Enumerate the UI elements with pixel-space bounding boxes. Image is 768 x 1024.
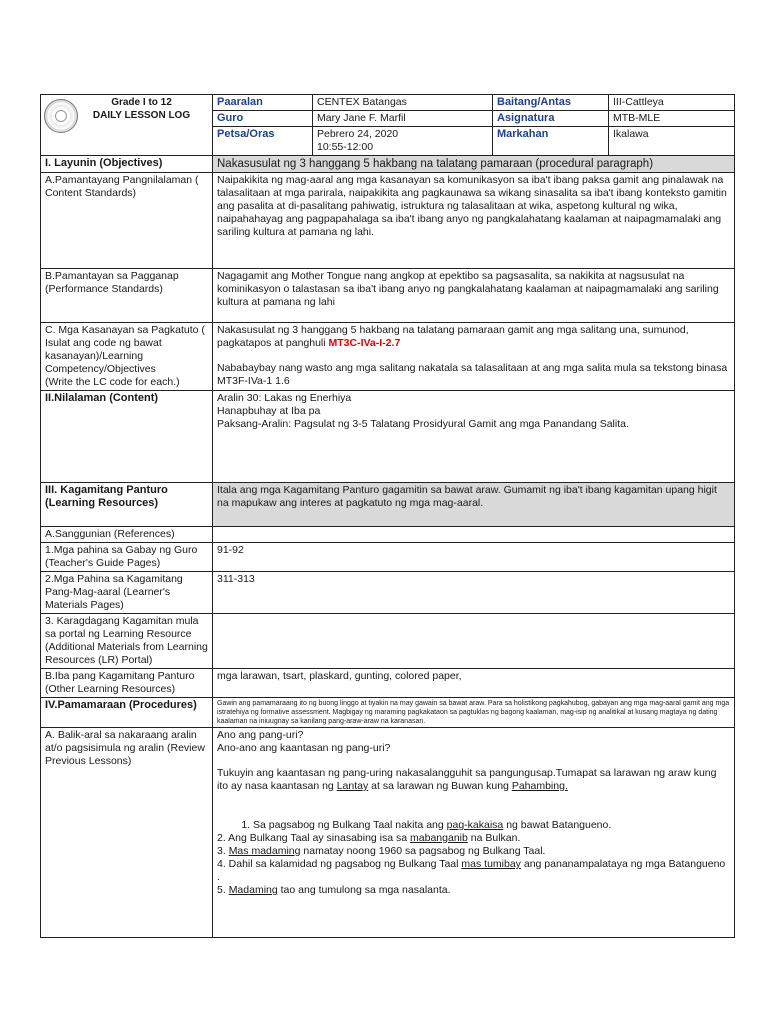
competency-label-line2: (Write the LC code for each.)	[45, 376, 180, 388]
guro-label: Guro	[213, 111, 313, 127]
learner-materials-value: 311-313	[213, 572, 735, 614]
pamamaraan-label: IV.Pamamaraan (Procedures)	[41, 698, 213, 728]
competency-label-line1: C. Mga Kasanayan sa Pagkatuto ( Isulat ang code ng bawat kasanayan)/Learning Competency/Objectives	[45, 324, 205, 375]
balik-aral-value	[213, 728, 735, 938]
paaralan-value: CENTEX Batangas	[313, 95, 493, 111]
nilalaman-label: II.Nilalaman (Content)	[41, 391, 213, 483]
sentence-item-5: 5. Madaming tao ang tumulong sa mga nasalanta.	[217, 884, 451, 896]
sanggunian-value	[213, 527, 735, 543]
content-standards-value: Naipakikita ng mag-aaral ang mga kasanayan sa komunikasyon sa iba't ibang paksa gamit ang pinalawak na talasalitaan at mga parirala, naipakikita ang pagkaunawa sa wikang sinasalita sa iba't ibang konteksto gamitin ang pasalita at di-pasalitang pahiwatig, istruktura ng talasalitaan at wika, aspetong kultural ng wika, naipahahayag ang pagpapahalaga sa iba't ibang anyo ng pangkalahatang kaalaman at naipagmamalaki ang sariling kultura at pamana ng lahi.	[213, 173, 735, 269]
header-title-line2: DAILY LESSON LOG	[92, 110, 191, 121]
daily-lesson-log	[40, 94, 734, 938]
row-competency	[41, 323, 735, 391]
nilalaman-line3: Paksang-Aralin: Pagsulat ng 3-5 Talatang Prosidyural Gamit ang mga Panandang Salita.	[217, 418, 629, 430]
kagamitan-value: Itala ang mga Kagamitang Panturo gagamitin sa bawat araw. Gumamit ng iba't ibang kagamitan upang higit na mapukaw ang interes at pagkatuto ng mga mag-aaral.	[213, 483, 735, 527]
lr-portal-value	[213, 614, 735, 669]
nilalaman-line1: Aralin 30: Lakas ng Enerhiya	[217, 392, 352, 404]
content-standards-label: A.Pamantayang Pangnilalaman ( Content Standards)	[41, 173, 213, 269]
teacher-guide-value: 91-92	[213, 543, 735, 572]
competency-main: Nakasusulat ng 3 hanggang 5 hakbang na talatang pamaraan gamit ang mga salitang una, sumunod, pagkatapos at panghuli	[217, 324, 689, 349]
markahan-value: Ikalawa	[609, 127, 735, 156]
layunin-label: I. Layunin (Objectives)	[41, 156, 213, 173]
teacher-guide-label: 1.Mga pahina sa Gabay ng Guro (Teacher's Guide Pages)	[41, 543, 213, 572]
lr-portal-label: 3. Karagdagang Kagamitan mula sa portal ng Learning Resource (Additional Materials from Learning Resources (LR) Portal)	[41, 614, 213, 669]
competency-value	[213, 323, 735, 391]
sentence-item-2: 2. Ang Bulkang Taal ay sinasabing isa sa mabanganib na Bulkan.	[217, 832, 521, 844]
row-lr-portal	[41, 614, 735, 669]
row-content-standards	[41, 173, 735, 269]
kagamitan-label: III. Kagamitang Panturo (Learning Resources)	[41, 483, 213, 527]
performance-standards-label: B.Pamantayan sa Pagganap (Performance Standards)	[41, 269, 213, 323]
pahambing-term: Pahambing.	[511, 780, 568, 792]
row-sanggunian	[41, 527, 735, 543]
row-nilalaman	[41, 391, 735, 483]
sanggunian-label: A.Sanggunian (References)	[41, 527, 213, 543]
nilalaman-value	[213, 391, 735, 483]
petsa-label: Petsa/Oras	[213, 127, 313, 156]
header-logo-cell	[41, 95, 213, 156]
row-kagamitan	[41, 483, 735, 527]
other-resources-label: B.Iba pang Kagamitang Panturo (Other Learning Resources)	[41, 669, 213, 698]
guro-value: Mary Jane F. Marfil	[313, 111, 493, 127]
sentence-item-1: 1. Sa pagsabog ng Bulkang Taal nakita ang pag-kakaisa ng bawat Batangueno.	[253, 819, 730, 832]
balik-aral-q1: Ano ang pang-uri?	[217, 729, 304, 741]
header-row-paaralan	[41, 95, 735, 111]
competency-second: Nababaybay nang wasto ang mga salitang nakatala sa talasalitaan at ang mga salita mula sa tekstong binasa MT3F-IVa-1 1.6	[217, 362, 728, 387]
asignatura-value: MTB-MLE	[609, 111, 735, 127]
other-resources-value: mga larawan, tsart, plaskard, gunting, colored paper,	[213, 669, 735, 698]
sentence-list	[217, 819, 730, 832]
header-title-line1: Grade I to 12	[111, 97, 172, 108]
learner-materials-label: 2.Mga Pahina sa Kagamitang Pang-Mag-aaral (Learner's Materials Pages)	[41, 572, 213, 614]
row-balik-aral	[41, 728, 735, 938]
row-teacher-guide	[41, 543, 735, 572]
petsa-time: 10:55-12:00	[317, 141, 374, 153]
performance-standards-value: Nagagamit ang Mother Tongue nang angkop at epektibo sa pagsasalita, sa nakikita at nagsusulat na kominikasyon o talastasan sa iba't ibang anyo ng pangkalahatang kaalaman at naipagmamalaki ang sariling kultura at pamana ng lahi	[213, 269, 735, 323]
balik-aral-q2: Ano-ano ang kaantasan ng pang-uri?	[217, 742, 391, 754]
nilalaman-line2: Hanapbuhay at Iba pa	[217, 405, 321, 417]
row-performance-standards	[41, 269, 735, 323]
lantay-term: Lantay	[336, 780, 369, 792]
sentence-item-3: 3. Mas madaming namatay noong 1960 sa pagsabog ng Bulkang Taal.	[217, 845, 546, 857]
competency-label	[41, 323, 213, 391]
baitang-value: III-Cattleya	[609, 95, 735, 111]
row-pamamaraan	[41, 698, 735, 728]
paaralan-label: Paaralan	[213, 95, 313, 111]
pamamaraan-value: Gawin ang pamamaraang ito ng buong linggo at tiyakin na may gawain sa bawat araw. Para sa holistikong pagkahubog, gabayan ang mga mag-aaral gamit ang mga istratehiya ng formative assessment. Magbigay ng maraming pagkakataon sa pagtuklas ng bagong kaalaman, mag-isip ng analitikal at kusang magtaya ng dating kaalaman na iniuugnay sa kanilang pang-araw-araw na karanasan.	[213, 698, 735, 728]
petsa-value	[313, 127, 493, 156]
row-learner-materials	[41, 572, 735, 614]
balik-aral-label: A. Balik-aral sa nakaraang aralin at/o pagsisimula ng aralin (Review Previous Lessons)	[41, 728, 213, 938]
deped-seal-icon	[44, 99, 78, 133]
competency-code: MT3C-IVa-I-2.7	[328, 337, 401, 349]
layunin-value: Nakasusulat ng 3 hanggang 5 hakbang na talatang pamaraan (procedural paragraph)	[213, 156, 735, 173]
lesson-log-table	[40, 94, 735, 938]
baitang-label: Baitang/Antas	[493, 95, 609, 111]
petsa-date: Pebrero 24, 2020	[317, 128, 399, 140]
asignatura-label: Asignatura	[493, 111, 609, 127]
row-other-resources	[41, 669, 735, 698]
balik-aral-instruction: Tukuyin ang kaantasan ng pang-uring nakasalangguhit sa pangungusap.Tumapat sa larawan ng araw kung ito ay nasa kaantasan ng Lantay at sa larawan ng Buwan kung Pahambing.	[217, 767, 717, 792]
markahan-label: Markahan	[493, 127, 609, 156]
row-layunin	[41, 156, 735, 173]
sentence-item-4: 4. Dahil sa kalamidad ng pagsabog ng Bulkang Taal mas tumibay ang pananampalataya ng mga Batangueno .	[217, 858, 726, 883]
